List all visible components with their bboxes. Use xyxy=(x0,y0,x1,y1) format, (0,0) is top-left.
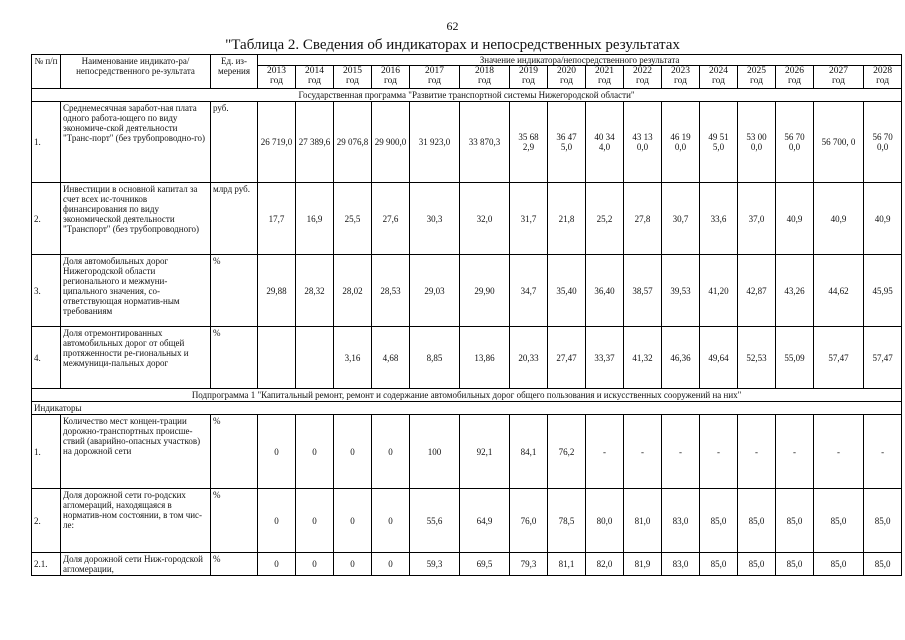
year-header xyxy=(864,66,902,89)
section-row xyxy=(32,389,902,402)
year-suffix: год xyxy=(522,76,535,87)
unit-of-measure: % xyxy=(211,489,258,553)
year-suffix: год xyxy=(560,76,573,87)
indicator-value: 80,0 xyxy=(586,489,624,553)
year-label: 2018 xyxy=(475,66,494,77)
indicator-value: 0 xyxy=(296,415,334,489)
year-suffix: год xyxy=(674,76,687,87)
indicator-value: 41,20 xyxy=(700,255,738,327)
indicator-name: Доля дорожной сети Ниж-городской агломерации, xyxy=(61,553,211,576)
indicator-value: 69,5 xyxy=(460,553,510,576)
header-num: № п/п xyxy=(32,55,61,89)
row-number: 1. xyxy=(32,102,61,183)
indicator-value: 36,40 xyxy=(586,255,624,327)
table-title: "Таблица 2. Сведения об индикаторах и непосредственных результатах xyxy=(225,37,680,53)
indicator-value: 57,47 xyxy=(814,327,864,389)
indicator-value: 92,1 xyxy=(460,415,510,489)
year-header xyxy=(738,66,776,89)
indicator-value: 32,0 xyxy=(460,183,510,255)
indicator-value: 36 47 5,0 xyxy=(548,102,586,183)
table-row xyxy=(32,183,902,255)
indicator-value: 85,0 xyxy=(700,489,738,553)
indicator-value: 85,0 xyxy=(864,553,902,576)
indicator-value: 44,62 xyxy=(814,255,864,327)
year-label: 2028 xyxy=(873,66,893,77)
indicator-value: 85,0 xyxy=(776,553,814,576)
indicator-value: - xyxy=(738,415,776,489)
header-row xyxy=(32,55,902,66)
indicator-value: 27,47 xyxy=(548,327,586,389)
year-label: 2014 xyxy=(305,66,324,77)
indicator-value: 35 68 2,9 xyxy=(510,102,548,183)
indicator-value: - xyxy=(662,415,700,489)
indicator-value: 27 389,6 xyxy=(296,102,334,183)
year-header xyxy=(372,66,410,89)
indicator-value: 27,8 xyxy=(624,183,662,255)
row-number: 3. xyxy=(32,255,61,327)
indicator-value: 31,7 xyxy=(510,183,548,255)
year-label: 2022 xyxy=(633,66,652,77)
year-label: 2015 xyxy=(343,66,362,77)
year-label: 2026 xyxy=(785,66,804,77)
indicator-value: 34,7 xyxy=(510,255,548,327)
indicator-value: 16,9 xyxy=(296,183,334,255)
indicator-value: 0 xyxy=(372,553,410,576)
year-suffix: год xyxy=(428,76,441,87)
indicator-value: 42,87 xyxy=(738,255,776,327)
indicator-value: 55,6 xyxy=(410,489,460,553)
indicator-value: 33,37 xyxy=(586,327,624,389)
indicator-value: 78,5 xyxy=(548,489,586,553)
year-suffix: год xyxy=(788,76,801,87)
year-header xyxy=(258,66,296,89)
indicator-value: 49,64 xyxy=(700,327,738,389)
indicator-value: 21,8 xyxy=(548,183,586,255)
header-unit: Ед. из-мерения xyxy=(211,55,258,89)
year-suffix: год xyxy=(270,76,283,87)
year-label: 2024 xyxy=(709,66,728,77)
indicator-value: - xyxy=(586,415,624,489)
indicator-value: 40,9 xyxy=(814,183,864,255)
indicator-value: 33 870,3 xyxy=(460,102,510,183)
table-row xyxy=(32,102,902,183)
indicators-table xyxy=(31,54,902,576)
indicator-value: 29 900,0 xyxy=(372,102,410,183)
indicator-value: 38,57 xyxy=(624,255,662,327)
indicators-label: Индикаторы xyxy=(32,402,902,415)
indicator-value: 0 xyxy=(334,489,372,553)
indicator-value: 33,6 xyxy=(700,183,738,255)
indicator-value: 0 xyxy=(334,553,372,576)
year-suffix: год xyxy=(636,76,649,87)
indicator-value: 56 70 0,0 xyxy=(864,102,902,183)
year-suffix: год xyxy=(478,76,491,87)
indicator-name: Инвестиции в основной капитал за счет всех ис-точников финансирования по виду экономической деятельности "Транспорт" (без трубопроводного) xyxy=(61,183,211,255)
year-label: 2021 xyxy=(595,66,614,77)
unit-of-measure: млрд руб. xyxy=(211,183,258,255)
indicator-value: 25,2 xyxy=(586,183,624,255)
indicator-value: 85,0 xyxy=(776,489,814,553)
page-number: 62 xyxy=(446,19,459,33)
indicator-value xyxy=(258,327,296,389)
indicator-value: 85,0 xyxy=(814,489,864,553)
year-label: 2025 xyxy=(747,66,766,77)
year-header xyxy=(510,66,548,89)
indicator-value: 43,26 xyxy=(776,255,814,327)
indicator-value: 4,68 xyxy=(372,327,410,389)
year-suffix: год xyxy=(712,76,725,87)
year-suffix: год xyxy=(598,76,611,87)
indicator-value: 43 13 0,0 xyxy=(624,102,662,183)
indicator-value: - xyxy=(776,415,814,489)
indicator-value: 28,32 xyxy=(296,255,334,327)
indicator-value: 0 xyxy=(258,553,296,576)
year-header xyxy=(334,66,372,89)
indicator-value: 40 34 4,0 xyxy=(586,102,624,183)
indicator-value: 83,0 xyxy=(662,553,700,576)
year-label: 2027 xyxy=(829,66,848,77)
indicator-name: Доля отремонтированных автомобильных дорог от общей протяженности ре-гиональных и межмуници-пальных дорог xyxy=(61,327,211,389)
indicator-value: 27,6 xyxy=(372,183,410,255)
indicator-value: 83,0 xyxy=(662,489,700,553)
year-header xyxy=(586,66,624,89)
indicator-value: 29,03 xyxy=(410,255,460,327)
indicator-value: 0 xyxy=(296,553,334,576)
indicator-value: 29 076,8 xyxy=(334,102,372,183)
indicator-value: 49 51 5,0 xyxy=(700,102,738,183)
indicator-value: 52,53 xyxy=(738,327,776,389)
indicator-value: 56 70 0,0 xyxy=(776,102,814,183)
year-label: 2019 xyxy=(519,66,538,77)
year-suffix: год xyxy=(346,76,359,87)
table-row xyxy=(32,553,902,576)
indicator-value: 57,47 xyxy=(864,327,902,389)
indicator-value: 79,3 xyxy=(510,553,548,576)
indicator-value: 85,0 xyxy=(738,553,776,576)
year-header xyxy=(776,66,814,89)
table-row xyxy=(32,327,902,389)
indicator-value: 0 xyxy=(296,489,334,553)
indicator-value: 40,9 xyxy=(864,183,902,255)
unit-of-measure: % xyxy=(211,327,258,389)
year-header xyxy=(662,66,700,89)
indicator-value: 82,0 xyxy=(586,553,624,576)
indicator-value: 41,32 xyxy=(624,327,662,389)
indicator-value: 40,9 xyxy=(776,183,814,255)
table-row xyxy=(32,415,902,489)
indicator-value: 3,16 xyxy=(334,327,372,389)
indicator-value: 0 xyxy=(334,415,372,489)
year-header xyxy=(700,66,738,89)
indicator-name: Среднемесячная заработ-ная плата одного работа-ющего по виду экономиче-ской деятельности "Транс-порт" (без трубопроводно-го) xyxy=(61,102,211,183)
indicator-value: - xyxy=(624,415,662,489)
indicator-value: 81,0 xyxy=(624,489,662,553)
year-suffix: год xyxy=(308,76,321,87)
indicator-value: 53 00 0,0 xyxy=(738,102,776,183)
unit-of-measure: руб. xyxy=(211,102,258,183)
indicator-name: Количество мест концен-трации дорожно-транспортных происше-ствий (аварийно-опасных участков) на дорожной сети xyxy=(61,415,211,489)
year-suffix: год xyxy=(384,76,397,87)
indicator-value: 25,5 xyxy=(334,183,372,255)
indicator-value: 20,33 xyxy=(510,327,548,389)
indicator-value: 17,7 xyxy=(258,183,296,255)
year-suffix: год xyxy=(876,76,890,87)
indicator-name: Доля дорожной сети го-родских агломераций, находящаяся в норматив-ном состоянии, в том чис-ле: xyxy=(61,489,211,553)
unit-of-measure: % xyxy=(211,415,258,489)
indicator-value: 85,0 xyxy=(864,489,902,553)
indicator-value: 59,3 xyxy=(410,553,460,576)
year-label: 2016 xyxy=(381,66,400,77)
indicator-value: 85,0 xyxy=(700,553,738,576)
indicator-value: 85,0 xyxy=(814,553,864,576)
indicator-value: 13,86 xyxy=(460,327,510,389)
header-values-group: Значение индикатора/непосредственного результата xyxy=(258,55,902,66)
year-label: 2013 xyxy=(267,66,286,77)
section-row xyxy=(32,89,902,102)
indicator-value: 100 xyxy=(410,415,460,489)
indicator-value: 46,36 xyxy=(662,327,700,389)
subprogram-title: Подпрограмма 1 "Капитальный ремонт, ремонт и содержание автомобильных дорог общего пользования и искусственных сооружений на них" xyxy=(32,389,902,402)
indicator-name: Доля автомобильных дорог Нижегородской области регионального и межмуни-ципального значения, со-ответствующая норматив-ным требованиям xyxy=(61,255,211,327)
indicator-value: 31 923,0 xyxy=(410,102,460,183)
indicator-value: 37,0 xyxy=(738,183,776,255)
indicators-label-row xyxy=(32,402,902,415)
year-label: 2017 xyxy=(425,66,444,77)
row-number: 2.1. xyxy=(32,553,61,576)
unit-of-measure: % xyxy=(211,553,258,576)
indicator-value: 39,53 xyxy=(662,255,700,327)
indicator-value: 56 700, 0 xyxy=(814,102,864,183)
table-row xyxy=(32,489,902,553)
indicator-value: 8,85 xyxy=(410,327,460,389)
indicator-value: 45,95 xyxy=(864,255,902,327)
indicator-value: 30,3 xyxy=(410,183,460,255)
indicator-value: - xyxy=(814,415,864,489)
year-header xyxy=(460,66,510,89)
indicator-value: 0 xyxy=(258,415,296,489)
year-header xyxy=(624,66,662,89)
indicator-value: 26 719,0 xyxy=(258,102,296,183)
year-suffix: год xyxy=(832,76,845,87)
year-header xyxy=(548,66,586,89)
indicator-value: 0 xyxy=(258,489,296,553)
program-title: Государственная программа "Развитие транспортной системы Нижегородской области" xyxy=(32,89,902,102)
row-number: 1. xyxy=(32,415,61,489)
unit-of-measure: % xyxy=(211,255,258,327)
row-number: 2. xyxy=(32,183,61,255)
year-label: 2023 xyxy=(671,66,690,77)
year-label: 2020 xyxy=(557,66,576,77)
row-number: 4. xyxy=(32,327,61,389)
indicator-value: 29,90 xyxy=(460,255,510,327)
year-header xyxy=(814,66,864,89)
indicator-value: 81,9 xyxy=(624,553,662,576)
header-name: Наименование индикато-ра/непосредственного ре-зультата xyxy=(61,55,211,89)
indicator-value: 64,9 xyxy=(460,489,510,553)
indicator-value: 28,53 xyxy=(372,255,410,327)
indicator-value: - xyxy=(700,415,738,489)
row-number: 2. xyxy=(32,489,61,553)
indicator-value: 81,1 xyxy=(548,553,586,576)
indicator-value: 84,1 xyxy=(510,415,548,489)
indicator-value: 0 xyxy=(372,489,410,553)
indicator-value: 35,40 xyxy=(548,255,586,327)
indicator-value: 28,02 xyxy=(334,255,372,327)
indicator-value: 55,09 xyxy=(776,327,814,389)
indicator-value: 0 xyxy=(372,415,410,489)
indicator-value: 85,0 xyxy=(738,489,776,553)
indicator-value: - xyxy=(864,415,902,489)
indicator-value: 29,88 xyxy=(258,255,296,327)
year-suffix: год xyxy=(750,76,763,87)
indicator-value: 30,7 xyxy=(662,183,700,255)
year-header xyxy=(296,66,334,89)
indicator-value: 76,2 xyxy=(548,415,586,489)
indicator-value xyxy=(296,327,334,389)
table-row xyxy=(32,255,902,327)
indicator-value: 76,0 xyxy=(510,489,548,553)
year-header xyxy=(410,66,460,89)
indicator-value: 46 19 0,0 xyxy=(662,102,700,183)
